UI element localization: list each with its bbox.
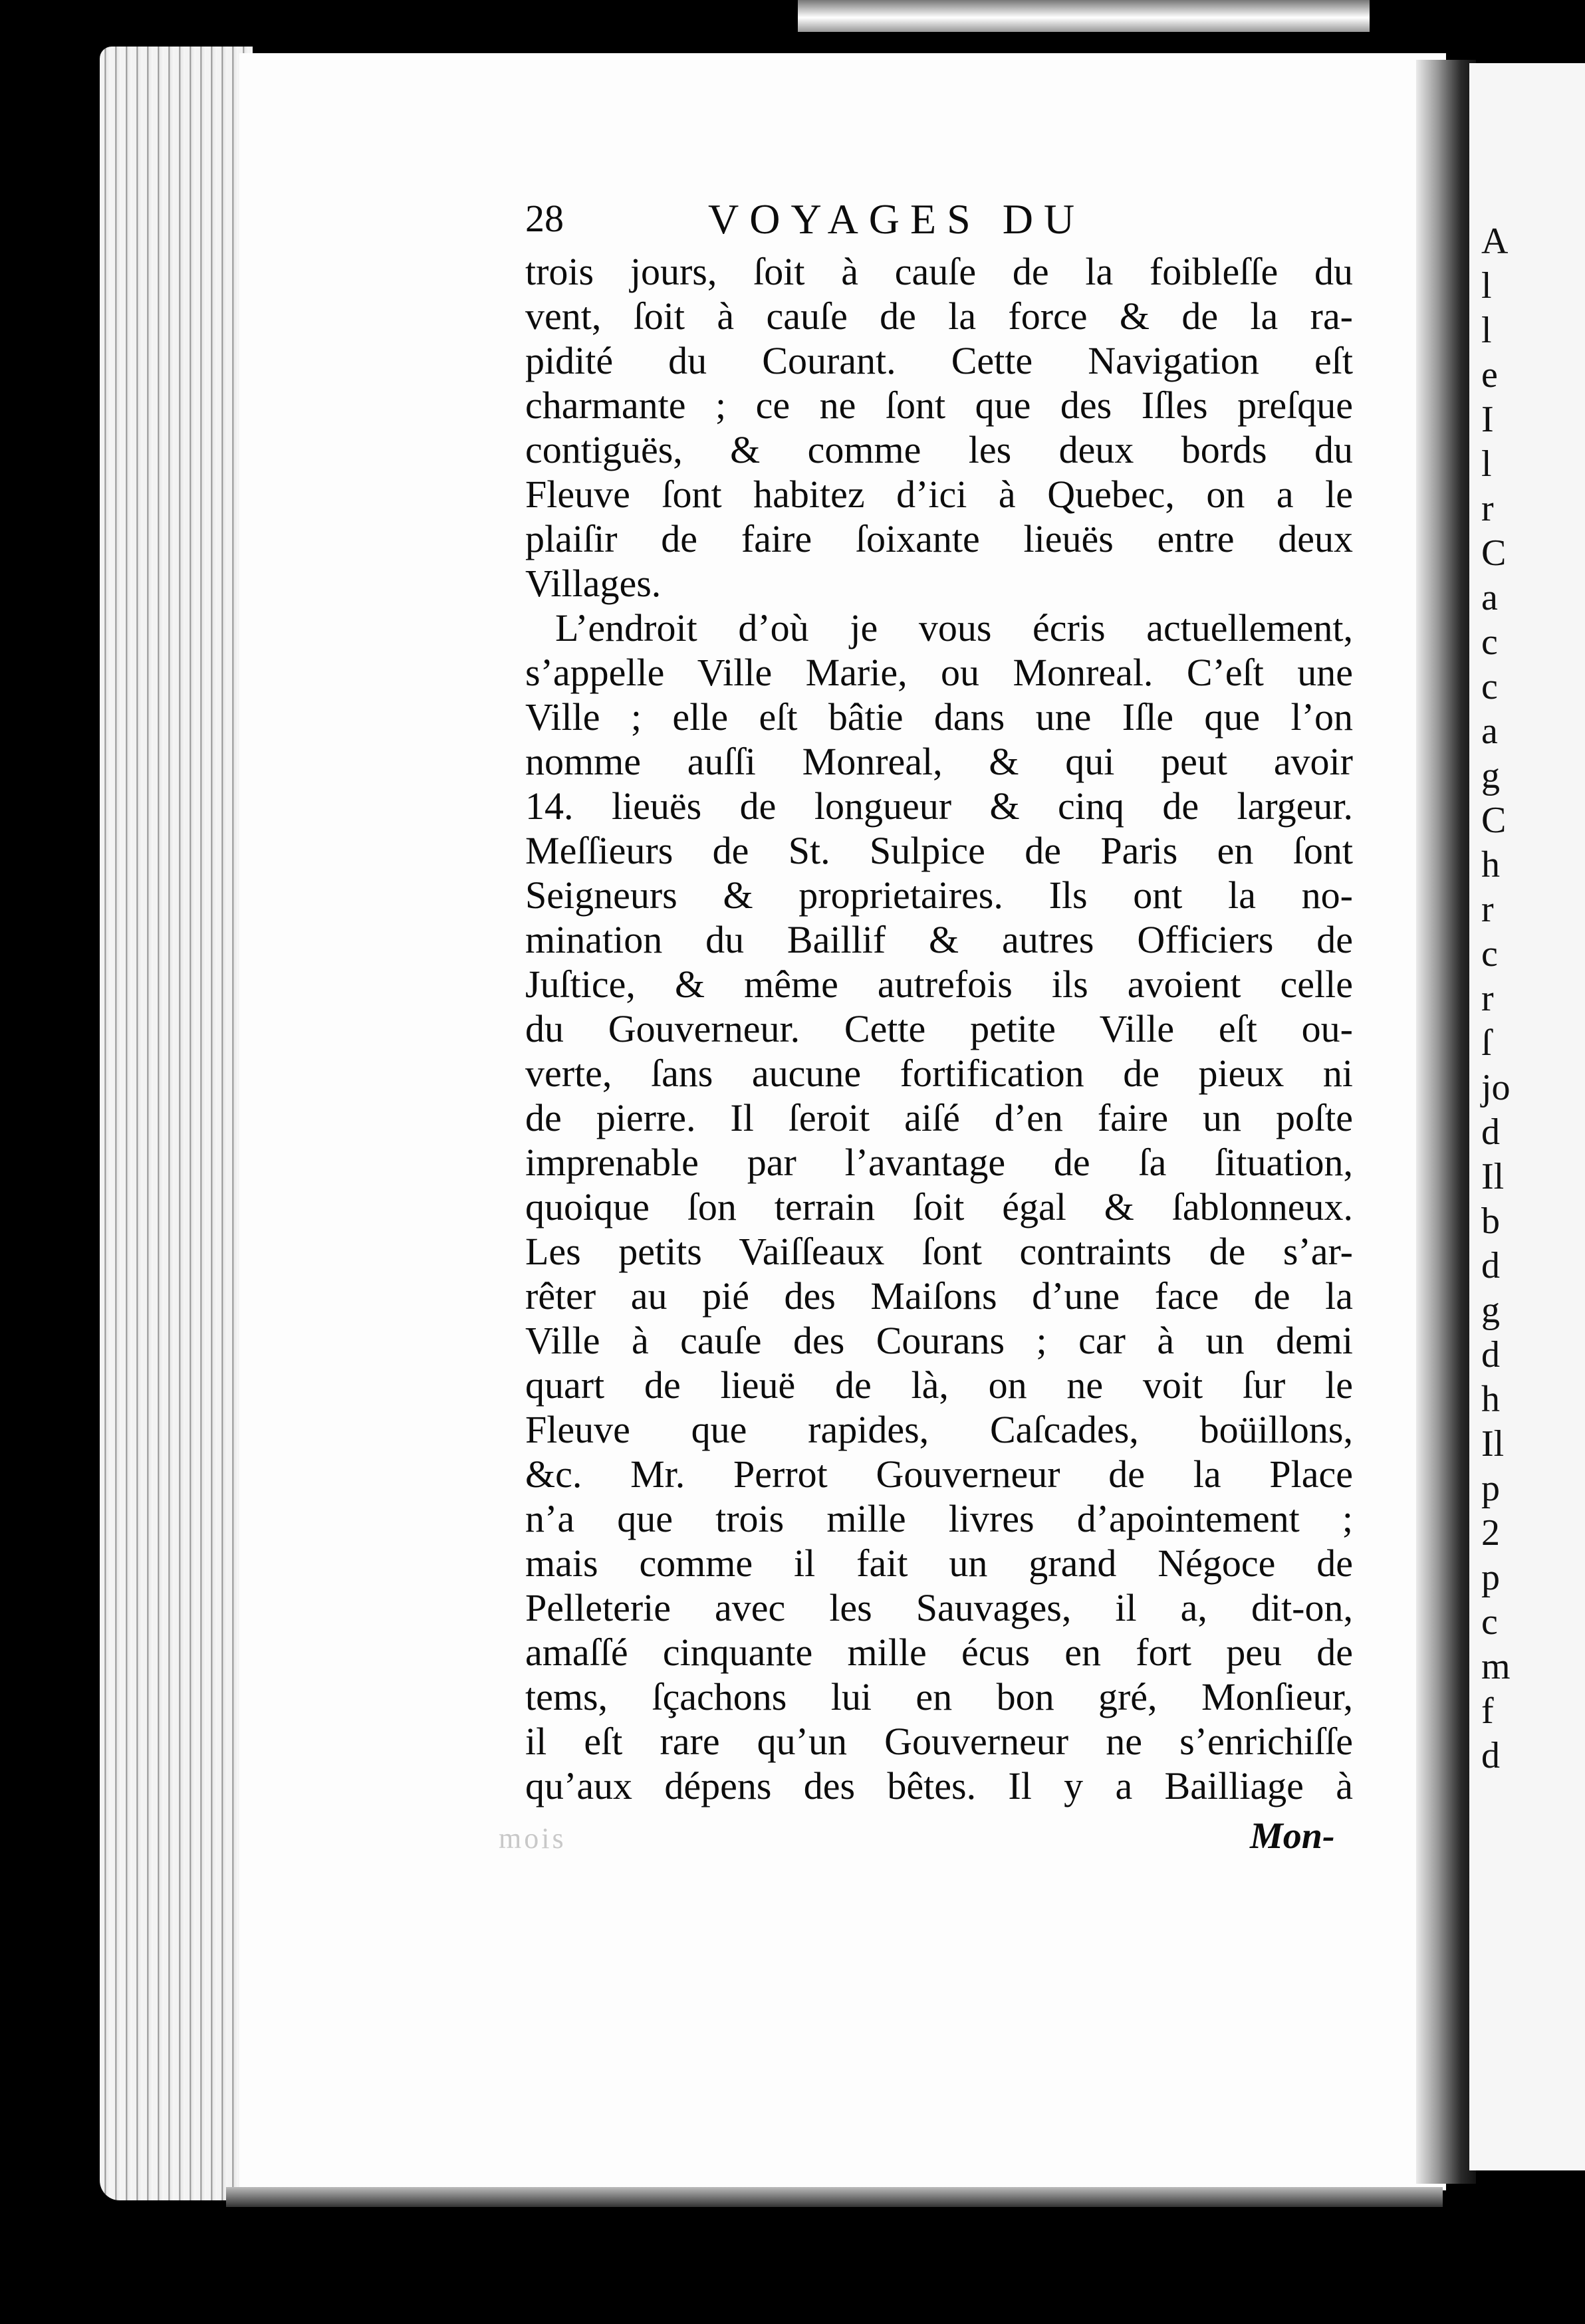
right-page-fragment-letter: m xyxy=(1481,1646,1511,1687)
text-line: L’endroit d’où je vous écris actuellement, xyxy=(555,606,1353,649)
right-page-fragment-letter: f xyxy=(1481,1690,1494,1732)
page-number: 28 xyxy=(525,197,564,240)
top-edge-shadow xyxy=(798,0,1370,32)
text-line: Meſſieurs de St. Sulpice de Paris en ſont xyxy=(525,829,1353,872)
right-page-fragment-letter: ſ xyxy=(1481,1022,1492,1064)
right-page-fragment-letter: g xyxy=(1481,1290,1500,1331)
text-line: contiguës, & comme les deux bords du xyxy=(525,428,1353,471)
right-page-fragment xyxy=(1469,63,1585,2170)
text-line: rêter au pié des Maiſons d’une face de la xyxy=(525,1274,1353,1318)
text-line: Seigneurs & proprietaires. Ils ont la no- xyxy=(525,873,1353,917)
text-line: de pierre. Il ſeroit aiſé d’en faire un poſte xyxy=(525,1096,1353,1139)
right-page-fragment-letter: b xyxy=(1481,1201,1500,1242)
right-page-fragment-letter: d xyxy=(1481,1735,1500,1776)
text-line: quart de lieuë de là, on ne voit ſur le xyxy=(525,1363,1353,1407)
text-line: qu’aux dépens des bêtes. Il y a Bailliage à xyxy=(525,1764,1353,1807)
text-line: Pelleterie avec les Sauvages, il a, dit-on, xyxy=(525,1586,1353,1629)
text-line: du Gouverneur. Cette petite Ville eſt ou- xyxy=(525,1007,1353,1050)
right-page-fragment-letter: c xyxy=(1481,622,1498,663)
right-page-fragment-letter: I xyxy=(1481,399,1494,440)
text-line: nomme auſſi Monreal, & qui peut avoir xyxy=(525,740,1353,783)
text-line: Villages. xyxy=(525,562,662,605)
right-page-fragment-letter: a xyxy=(1481,711,1498,752)
right-page-fragment-letter: r xyxy=(1481,889,1494,930)
right-page-fragment-letter: a xyxy=(1481,577,1498,618)
bottom-edge-shadow xyxy=(226,2187,1443,2207)
right-page-fragment-letter: r xyxy=(1481,978,1494,1019)
right-page-fragment-letter: h xyxy=(1481,844,1500,885)
text-line: Fleuve ſont habitez d’ici à Quebec, on a le xyxy=(525,473,1353,516)
text-line: plaiſir de faire ſoixante lieuës entre deux xyxy=(525,517,1353,560)
right-page-fragment-letter: p xyxy=(1481,1557,1500,1598)
right-page-fragment-letter: d xyxy=(1481,1245,1500,1286)
right-page-fragment-letter: d xyxy=(1481,1111,1500,1153)
running-head xyxy=(525,189,1353,249)
text-line: Ville ; elle eſt bâtie dans une Iſle que l’on xyxy=(525,695,1353,739)
book-gutter xyxy=(1416,60,1476,2184)
text-line: pidité du Courant. Cette Navigation eſt xyxy=(525,339,1353,382)
text-line: amaſſé cinquante mille écus en fort peu de xyxy=(525,1631,1353,1674)
text-line: n’a que trois mille livres d’apointement ; xyxy=(525,1497,1353,1540)
running-title: VOYAGES DU xyxy=(708,195,1086,243)
text-line: &c. Mr. Perrot Gouverneur de la Place xyxy=(525,1452,1353,1496)
text-line: quoique ſon terrain ſoit égal & ſablonneux. xyxy=(525,1185,1353,1228)
right-page-fragment-letter: e xyxy=(1481,354,1498,396)
text-line: Les petits Vaiſſeaux ſont contraints de s’ar- xyxy=(525,1230,1353,1273)
right-page-fragment-letter: jo xyxy=(1481,1067,1511,1108)
page-text-block xyxy=(525,189,1353,1808)
right-page-fragment-letter: g xyxy=(1481,755,1500,796)
text-line: trois jours, ſoit à cauſe de la foibleſſe du xyxy=(525,250,1353,293)
show-through-text: mois xyxy=(499,1822,566,1855)
text-line: verte, ſans aucune fortification de pieux ni xyxy=(525,1052,1353,1095)
catchword: Mon- xyxy=(1250,1815,1335,1857)
right-page-fragment-letter: 2 xyxy=(1481,1512,1500,1554)
right-page-fragment-letter: C xyxy=(1481,800,1507,841)
right-page-fragment-letter: l xyxy=(1481,310,1492,351)
right-page-fragment-letter: r xyxy=(1481,488,1494,529)
right-page-fragment-letter: l xyxy=(1481,443,1492,485)
right-page-fragment-letter: A xyxy=(1481,221,1509,262)
right-page-fragment-letter: d xyxy=(1481,1334,1500,1375)
text-line: mination du Baillif & autres Officiers de xyxy=(525,918,1353,961)
text-line: Fleuve que rapides, Caſcades, boüillons, xyxy=(525,1408,1353,1451)
text-line: mais comme il fait un grand Négoce de xyxy=(525,1542,1353,1585)
right-page-fragment-letter: l xyxy=(1481,265,1492,306)
book-page-edges xyxy=(100,47,253,2200)
text-line: Ville à cauſe des Courans ; car à un demi xyxy=(525,1319,1353,1362)
text-line: s’appelle Ville Marie, ou Monreal. C’eſt une xyxy=(525,651,1353,694)
text-line: charmante ; ce ne ſont que des Iſles preſque xyxy=(525,384,1353,427)
body-text xyxy=(525,249,1353,1808)
text-line: il eſt rare qu’un Gouverneur ne s’enrichiſſe xyxy=(525,1720,1353,1763)
right-page-fragment-letter: c xyxy=(1481,933,1498,975)
text-line: tems, ſçachons lui en bon gré, Monſieur, xyxy=(525,1675,1353,1718)
right-page-fragment-letter: Il xyxy=(1481,1423,1505,1464)
right-page-fragment-letter: C xyxy=(1481,532,1507,574)
text-line: imprenable par l’avantage de ſa ſituation, xyxy=(525,1141,1353,1184)
right-page-fragment-letter: c xyxy=(1481,1601,1498,1643)
right-page-fragment-letter: h xyxy=(1481,1379,1500,1420)
text-line: vent, ſoit à cauſe de la force & de la ra- xyxy=(525,294,1353,338)
text-line: Juſtice, & même autrefois ils avoient celle xyxy=(525,963,1353,1006)
right-page-fragment-letter: c xyxy=(1481,666,1498,707)
right-page-fragment-letter: p xyxy=(1481,1468,1500,1509)
text-line: 14. lieuës de longueur & cinq de largeur. xyxy=(525,784,1353,828)
right-page-fragment-letter: Il xyxy=(1481,1156,1505,1197)
